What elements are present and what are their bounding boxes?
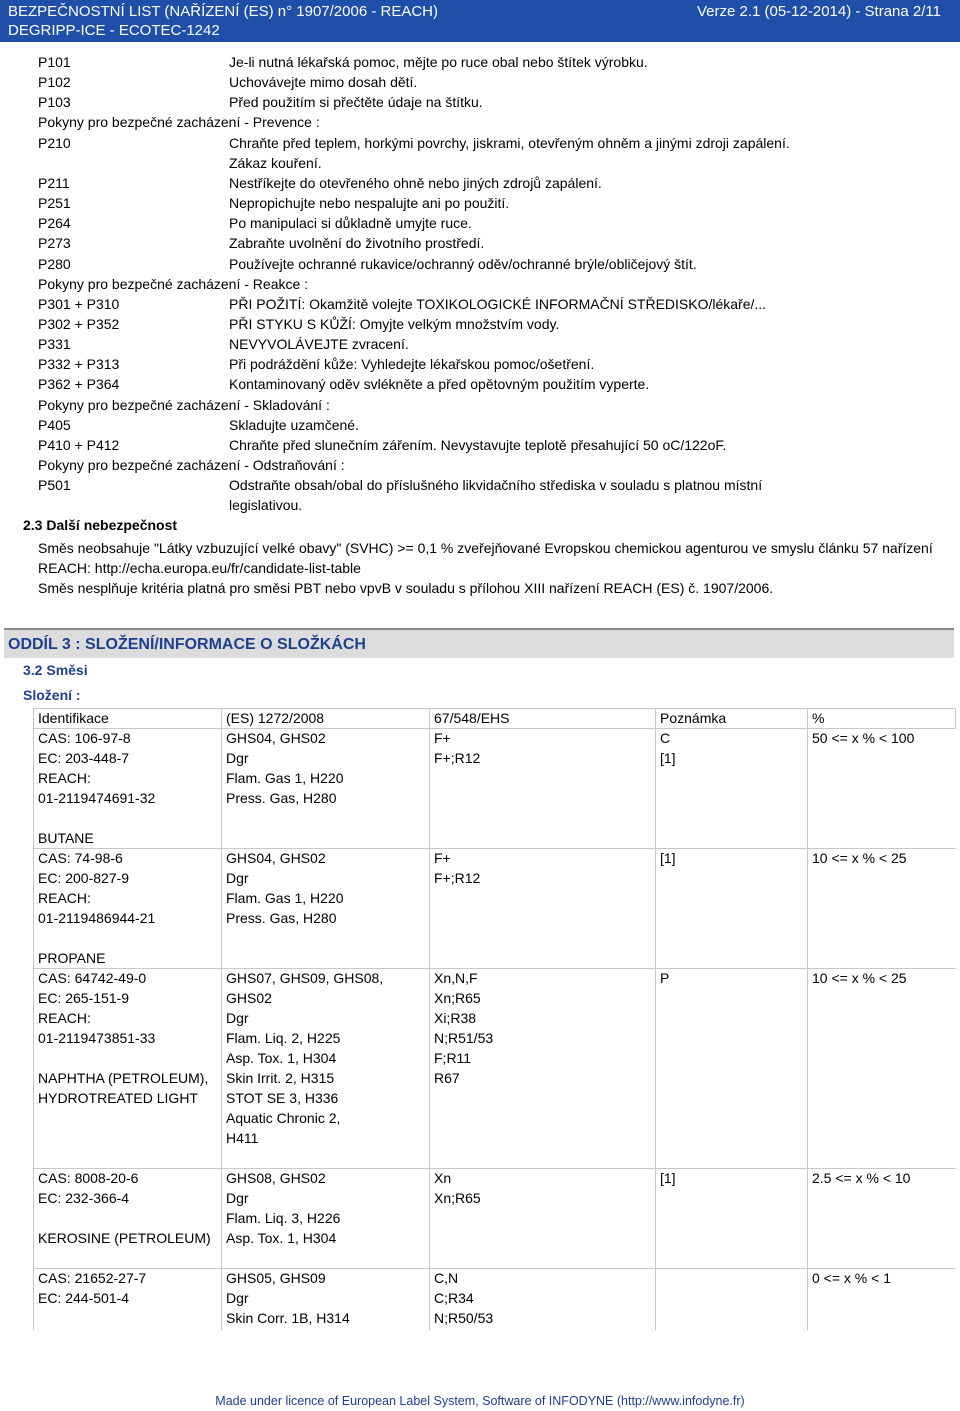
cell-identifikace: HYDROTREATED LIGHT (38, 1090, 198, 1106)
precaution-text: Nestříkejte do otevřeného ohně nebo jiných zdrojů zapálení. (229, 174, 602, 191)
precaution-text: NEVYVOLÁVEJTE zvracení. (229, 336, 409, 353)
precaution-line (0, 374, 960, 394)
other-hazards-heading: 2.3 Další nebezpečnost (23, 517, 178, 533)
cell-identifikace: REACH: (38, 770, 91, 786)
cell-identifikace: EC: 203-448-7 (38, 750, 130, 766)
precaution-code: P501 (38, 477, 71, 494)
cell-dsd: F;R11 (434, 1050, 472, 1066)
cell-dsd: R67 (434, 1070, 460, 1086)
other-hazards-line: Směs nesplňuje kritéria platná pro směsi PBT nebo vpvB v souladu s přílohou XIII nařízení REACH (ES) č. 1907/2006. (38, 580, 774, 596)
precaution-line (0, 72, 960, 92)
cell-clp: Dgr (226, 750, 249, 766)
precaution-text: Před použitím si přečtěte údaje na štítku. (229, 94, 483, 111)
precaution-text: Chraňte před slunečním zářením. Nevystavujte teplotě přesahující 50 oC/122oF. (229, 436, 727, 453)
section-3-bar (4, 628, 954, 658)
precaution-category-label: Pokyny pro bezpečné zacházení - Reakce : (38, 275, 309, 292)
precaution-code: P211 (38, 174, 70, 191)
precaution-code: P101 (38, 54, 71, 70)
cell-dsd: Xn (434, 1170, 452, 1186)
precaution-text: Zabraňte uvolnění do životního prostředí. (229, 235, 485, 252)
cell-identifikace: EC: 200-827-9 (38, 870, 130, 886)
cell-poznamka: C (660, 730, 671, 746)
precaution-line (0, 133, 960, 153)
precaution-text: Po manipulaci si důkladně umyjte ruce. (229, 215, 472, 232)
precaution-line (0, 193, 960, 213)
precaution-text: Je-li nutná lékařská pomoc, mějte po ruce obal nebo štítek výrobku. (229, 54, 648, 70)
table-header-col-percent: % (812, 710, 825, 726)
cell-clp: GHS08, GHS02 (226, 1170, 326, 1186)
cell-clp: Dgr (226, 1290, 249, 1306)
cell-percent: 10 <= x % < 25 (812, 850, 907, 866)
cell-identifikace: NAPHTHA (PETROLEUM), (38, 1070, 209, 1086)
table-row (33, 1268, 956, 1330)
cell-clp: GHS04, GHS02 (226, 850, 326, 866)
precaution-text: Zákaz kouření. (229, 154, 322, 171)
precaution-code: P362 + P364 (38, 376, 120, 393)
cell-dsd: N;R50/53 (434, 1310, 494, 1326)
cell-identifikace: EC: 265-151-9 (38, 990, 130, 1006)
precaution-line (0, 92, 960, 112)
document-title: BEZPEČNOSTNÍ LIST (NAŘÍZENÍ (ES) n° 1907/2006 - REACH) (8, 3, 439, 20)
cell-dsd: Xi;R38 (434, 1010, 477, 1026)
table-row (33, 848, 956, 968)
cell-identifikace: EC: 244-501-4 (38, 1290, 130, 1306)
cell-poznamka: [1] (660, 1170, 676, 1186)
precaution-text: Odstraňte obsah/obal do příslušného likvidačního střediska v souladu s platnou místní (229, 477, 763, 494)
precaution-line (0, 254, 960, 274)
cell-clp: Aquatic Chronic 2, (226, 1110, 341, 1126)
precaution-line (0, 233, 960, 253)
precaution-text: Kontaminovaný oděv svlékněte a před opětovným použitím vyperte. (229, 376, 650, 393)
cell-identifikace: PROPANE (38, 950, 106, 966)
cell-dsd: Xn;R65 (434, 990, 481, 1006)
cell-poznamka: [1] (660, 750, 676, 766)
precaution-text: legislativou. (229, 497, 303, 514)
precaution-line (0, 52, 960, 72)
table-row (33, 968, 956, 1168)
cell-dsd: F+;R12 (434, 750, 481, 766)
precaution-code: P103 (38, 94, 71, 111)
precaution-category (0, 455, 960, 475)
cell-poznamka: [1] (660, 850, 676, 866)
cell-clp: Press. Gas, H280 (226, 790, 337, 806)
cell-clp: GHS04, GHS02 (226, 730, 326, 746)
precaution-line (0, 314, 960, 334)
precaution-line (0, 354, 960, 374)
precaution-line (0, 334, 960, 354)
precaution-category (0, 274, 960, 294)
precaution-code: P251 (38, 195, 71, 212)
cell-identifikace: CAS: 74-98-6 (38, 850, 123, 866)
precaution-code: P280 (38, 255, 71, 272)
cell-identifikace: 01-2119473851-33 (38, 1030, 156, 1046)
precaution-text: Používejte ochranné rukavice/ochranný oděv/ochranné brýle/obličejový štít. (229, 255, 697, 272)
cell-identifikace: BUTANE (38, 830, 94, 846)
cell-poznamka: P (660, 970, 670, 986)
precaution-line (0, 495, 960, 515)
precaution-text: PŘI STYKU S KŮŽÍ: Omyjte velkým množstvím vody. (229, 315, 560, 332)
table-header-col-dsd: 67/548/EHS (434, 710, 510, 726)
other-hazards-line: Směs neobsahuje "Látky vzbuzující velké obavy" (SVHC) >= 0,1 % zveřejňované Evropskou chemickou agenturou ve smyslu článku 57 nařízení (38, 540, 933, 556)
footer-licence: Made under licence of European Label System, Software of INFODYNE (http://www.infodyne.fr) (215, 1394, 745, 1408)
precaution-code: P302 + P352 (38, 315, 120, 332)
cell-identifikace: KEROSINE (PETROLEUM) (38, 1230, 211, 1246)
precaution-category-label: Pokyny pro bezpečné zacházení - Prevence : (38, 114, 320, 131)
table-grid-line (955, 708, 956, 728)
cell-identifikace: CAS: 21652-27-7 (38, 1270, 147, 1286)
cell-identifikace: REACH: (38, 1010, 91, 1026)
section-3-title: ODDÍL 3 : SLOŽENÍ/INFORMACE O SLOŽKÁCH (8, 636, 366, 653)
precaution-code: P301 + P310 (38, 295, 120, 312)
other-hazards-line: REACH: http://echa.europa.eu/fr/candidate-list-table (38, 560, 361, 576)
precaution-code: P273 (38, 235, 71, 252)
cell-clp: Flam. Gas 1, H220 (226, 890, 344, 906)
cell-clp: Skin Irrit. 2, H315 (226, 1070, 335, 1086)
precaution-code: P410 + P412 (38, 436, 120, 453)
cell-clp: Skin Corr. 1B, H314 (226, 1310, 350, 1326)
precaution-line (0, 435, 960, 455)
cell-dsd: C,N (434, 1270, 459, 1286)
cell-clp: Flam. Liq. 3, H226 (226, 1210, 341, 1226)
cell-clp: GHS05, GHS09 (226, 1270, 326, 1286)
cell-dsd: F+ (434, 730, 451, 746)
cell-identifikace: CAS: 8008-20-6 (38, 1170, 139, 1186)
cell-dsd: N;R51/53 (434, 1030, 494, 1046)
cell-clp: Dgr (226, 1190, 249, 1206)
cell-clp: Dgr (226, 1010, 249, 1026)
cell-dsd: F+;R12 (434, 870, 481, 886)
cell-clp: Asp. Tox. 1, H304 (226, 1230, 337, 1246)
precaution-code: P264 (38, 215, 71, 232)
composition-label: Složení : (23, 687, 81, 703)
cell-dsd: Xn,N,F (434, 970, 478, 986)
precaution-line (0, 294, 960, 314)
table-row (33, 1168, 956, 1268)
cell-clp: Press. Gas, H280 (226, 910, 337, 926)
precaution-line (0, 173, 960, 193)
precaution-category-label: Pokyny pro bezpečné zacházení - Odstraňování : (38, 457, 345, 473)
precaution-text: Chraňte před teplem, horkými povrchy, jiskrami, otevřeným ohněm a jinými zdroji zapálení. (229, 134, 790, 151)
cell-identifikace: EC: 232-366-4 (38, 1190, 130, 1206)
mixtures-subheading: 3.2 Směsi (23, 662, 88, 678)
cell-identifikace: 01-2119474691-32 (38, 790, 156, 806)
precaution-code: P210 (38, 134, 71, 151)
precaution-text: Při podráždění kůže: Vyhledejte lékařskou pomoc/ošetření. (229, 356, 595, 373)
cell-clp: GHS07, GHS09, GHS08, (226, 970, 384, 986)
cell-percent: 10 <= x % < 25 (812, 970, 907, 986)
precaution-line (0, 213, 960, 233)
document-header (0, 0, 960, 42)
precaution-category-label: Pokyny pro bezpečné zacházení - Skladování : (38, 396, 330, 413)
table-header-col-poznamka: Poznámka (660, 710, 727, 726)
cell-dsd: F+ (434, 850, 451, 866)
precaution-text: Nepropichujte nebo nespalujte ani po použití. (229, 195, 510, 212)
precaution-code: P331 (38, 336, 71, 353)
version-page-info: Verze 2.1 (05-12-2014) - Strana 2/11 (696, 3, 941, 20)
cell-clp: H411 (226, 1130, 259, 1146)
cell-clp: Asp. Tox. 1, H304 (226, 1050, 337, 1066)
cell-clp: Dgr (226, 870, 249, 886)
cell-dsd: Xn;R65 (434, 1190, 481, 1206)
cell-dsd: C;R34 (434, 1290, 474, 1306)
table-header-col-identifikace: Identifikace (38, 710, 109, 726)
precaution-text: Uchovávejte mimo dosah dětí. (229, 74, 418, 91)
product-name: DEGRIPP-ICE - ECOTEC-1242 (8, 22, 220, 39)
table-row (33, 728, 956, 848)
precaution-text: Skladujte uzamčené. (229, 416, 359, 433)
cell-percent: 2.5 <= x % < 10 (812, 1170, 911, 1186)
cell-identifikace: CAS: 106-97-8 (38, 730, 131, 746)
precaution-line (0, 415, 960, 435)
precaution-category (0, 112, 960, 132)
precaution-text: PŘI POŽITÍ: Okamžitě volejte TOXIKOLOGICKÉ INFORMAČNÍ STŘEDISKO/lékaře/... (229, 295, 767, 312)
precaution-code: P405 (38, 416, 71, 433)
cell-identifikace: REACH: (38, 890, 91, 906)
precaution-category (0, 395, 960, 415)
composition-table (33, 708, 956, 1330)
precaution-code: P102 (38, 74, 71, 91)
cell-clp: Flam. Liq. 2, H225 (226, 1030, 341, 1046)
cell-identifikace: 01-2119486944-21 (38, 910, 156, 926)
precaution-code: P332 + P313 (38, 356, 120, 373)
cell-percent: 50 <= x % < 100 (812, 730, 915, 746)
cell-percent: 0 <= x % < 1 (812, 1270, 891, 1286)
precaution-line (0, 475, 960, 495)
table-header-col-clp: (ES) 1272/2008 (226, 710, 325, 726)
cell-clp: STOT SE 3, H336 (226, 1090, 339, 1106)
precaution-line (0, 153, 960, 173)
cell-clp: Flam. Gas 1, H220 (226, 770, 344, 786)
cell-clp: GHS02 (226, 990, 272, 1006)
cell-identifikace: CAS: 64742-49-0 (38, 970, 147, 986)
